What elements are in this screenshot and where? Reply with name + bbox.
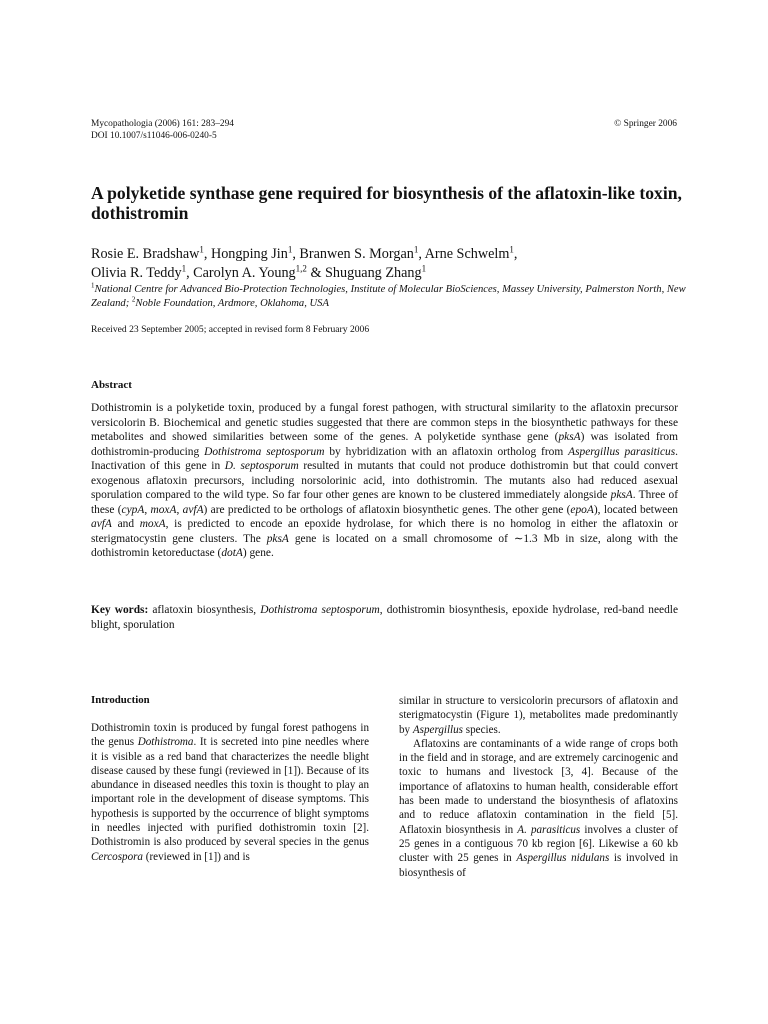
abstract-heading: Abstract — [91, 379, 132, 391]
left-column — [91, 694, 369, 864]
affiliation-marker: 1,2 — [295, 263, 307, 274]
affiliation-marker: 1 — [413, 244, 419, 255]
keywords: Key words: aflatoxin biosynthesis, Dothistroma septosporum, dothistromin biosynthesis, epoxide hydrolase, red-band needle blight, sporulation — [91, 604, 679, 631]
author-separator: , — [513, 246, 518, 262]
author-name: Olivia R. Teddy — [91, 265, 182, 281]
aflatoxin-paragraph: Aflatoxins are contaminants of a wide range of crops both in the field and in storage, and are extremely carcinogenic and toxic to humans and livestock [3, 4]. Because of the importance of aflatoxins to human health, considerable effort has been made to understand the biosynthesis of aflatoxins and to reduce aflatoxin contamination in the field [5]. Aflatoxin biosynthesis in A. parasiticus involves a cluster of 25 genes in a contiguous 70 kb region [6]. Likewise a 60 kb cluster with 25 genes in Aspergillus nidulans is involved in biosynthesis of — [399, 737, 678, 879]
introduction-paragraph: Dothistromin toxin is produced by fungal forest pathogens in the genus Dothistroma. It is secreted into pine needles where it is visible as a red band that characterizes the needle blight disease caused by these fungi (reviewed in [1]). Because of its abundance in diseased needles this toxin is thought to play an important role in the development of disease symptoms. This hypothesis is supported by the occurrence of blight symptoms in needles injected with purified dothistromin toxin [2]. Dothistromin is also produced by several species in the genus Cercospora (reviewed in [1]) and is — [91, 722, 369, 863]
received-dates: Received 23 September 2005; accepted in revised form 8 February 2006 — [91, 324, 370, 335]
keywords-label: Key words: — [91, 604, 149, 616]
affiliation-number: 1 — [91, 281, 95, 290]
copyright-notice: © Springer 2006 — [614, 119, 677, 129]
journal-citation: Mycopathologia (2006) 161: 283–294 — [91, 119, 234, 129]
affiliation-marker: 1 — [181, 263, 187, 274]
doi: DOI 10.1007/s11046-006-0240-5 — [91, 131, 217, 141]
affiliation-marker: 1 — [199, 244, 204, 255]
affiliation-marker: 1 — [509, 244, 514, 255]
affiliations — [91, 283, 691, 310]
affiliation-marker: 1 — [421, 263, 427, 274]
abstract-text: Dothistromin is a polyketide toxin, produced by a fungal forest pathogen, with structural similarity to the aflatoxin precursor versicolorin B. Biochemical and genetic studies suggested that there are common steps in the biosynthetic pathways for these metabolites and showed similarities between some of the genes. A polyketide synthase gene (pksA) was isolated from dothistromin-producing Dothistroma septosporum by hybridization with an aflatoxin ortholog from Aspergillus parasiticus. Inactivation of this gene in D. septosporum resulted in mutants that could not produce dothistromin but that could convert exogenous aflatoxin precursors, including norsolorinic acid, into dothistromin. The mutants also had reduced asexual sporulation compared to the wild type. So far four other genes are known to be clustered immediately alongside pksA. Three of these (cypA, moxA, avfA) are predicted to be orthologs of aflatoxin biosynthetic genes. The other gene (epoA), located between avfA and moxA, is predicted to encode an epoxide hydrolase, for which there is no homolog in either the aflatoxin or sterigmatocystin gene clusters. The pksA gene is located on a small chromosome of ∼1.3 Mb in size, along with the dothistromin ketoreductase (dotA) gene. — [91, 402, 679, 559]
article-title: A polyketide synthase gene required for biosynthesis of the aflatoxin-like toxin, dothistromin — [91, 183, 682, 223]
right-column — [399, 694, 678, 880]
author-name: & Shuguang Zhang — [306, 265, 422, 281]
affiliation-text: Noble Foundation, Ardmore, Oklahoma, USA — [135, 297, 329, 309]
author-name: , Carolyn A. Young — [186, 265, 296, 281]
author-name: Rosie E. Bradshaw — [91, 246, 200, 262]
affiliation-marker: 1 — [287, 244, 293, 255]
citation-block — [91, 118, 234, 142]
author-list — [91, 245, 691, 283]
author-name: , Branwen S. Morgan — [292, 246, 414, 262]
author-name: , Hongping Jin — [203, 246, 288, 262]
affiliation-text: National Centre for Advanced Bio-Protection Technologies, Institute of Molecular BioSciences, Massey University, Palmerston North, New Zealand; — [91, 284, 686, 309]
introduction-paragraph-continued: similar in structure to versicolorin precursors of aflatoxin and sterigmatocystin (Figure 1), metabolites made predominantly by Aspergillus species. — [399, 695, 678, 736]
affiliation-number: 2 — [131, 295, 136, 304]
introduction-heading: Introduction — [91, 694, 150, 706]
author-name: , Arne Schwelm — [418, 246, 510, 262]
